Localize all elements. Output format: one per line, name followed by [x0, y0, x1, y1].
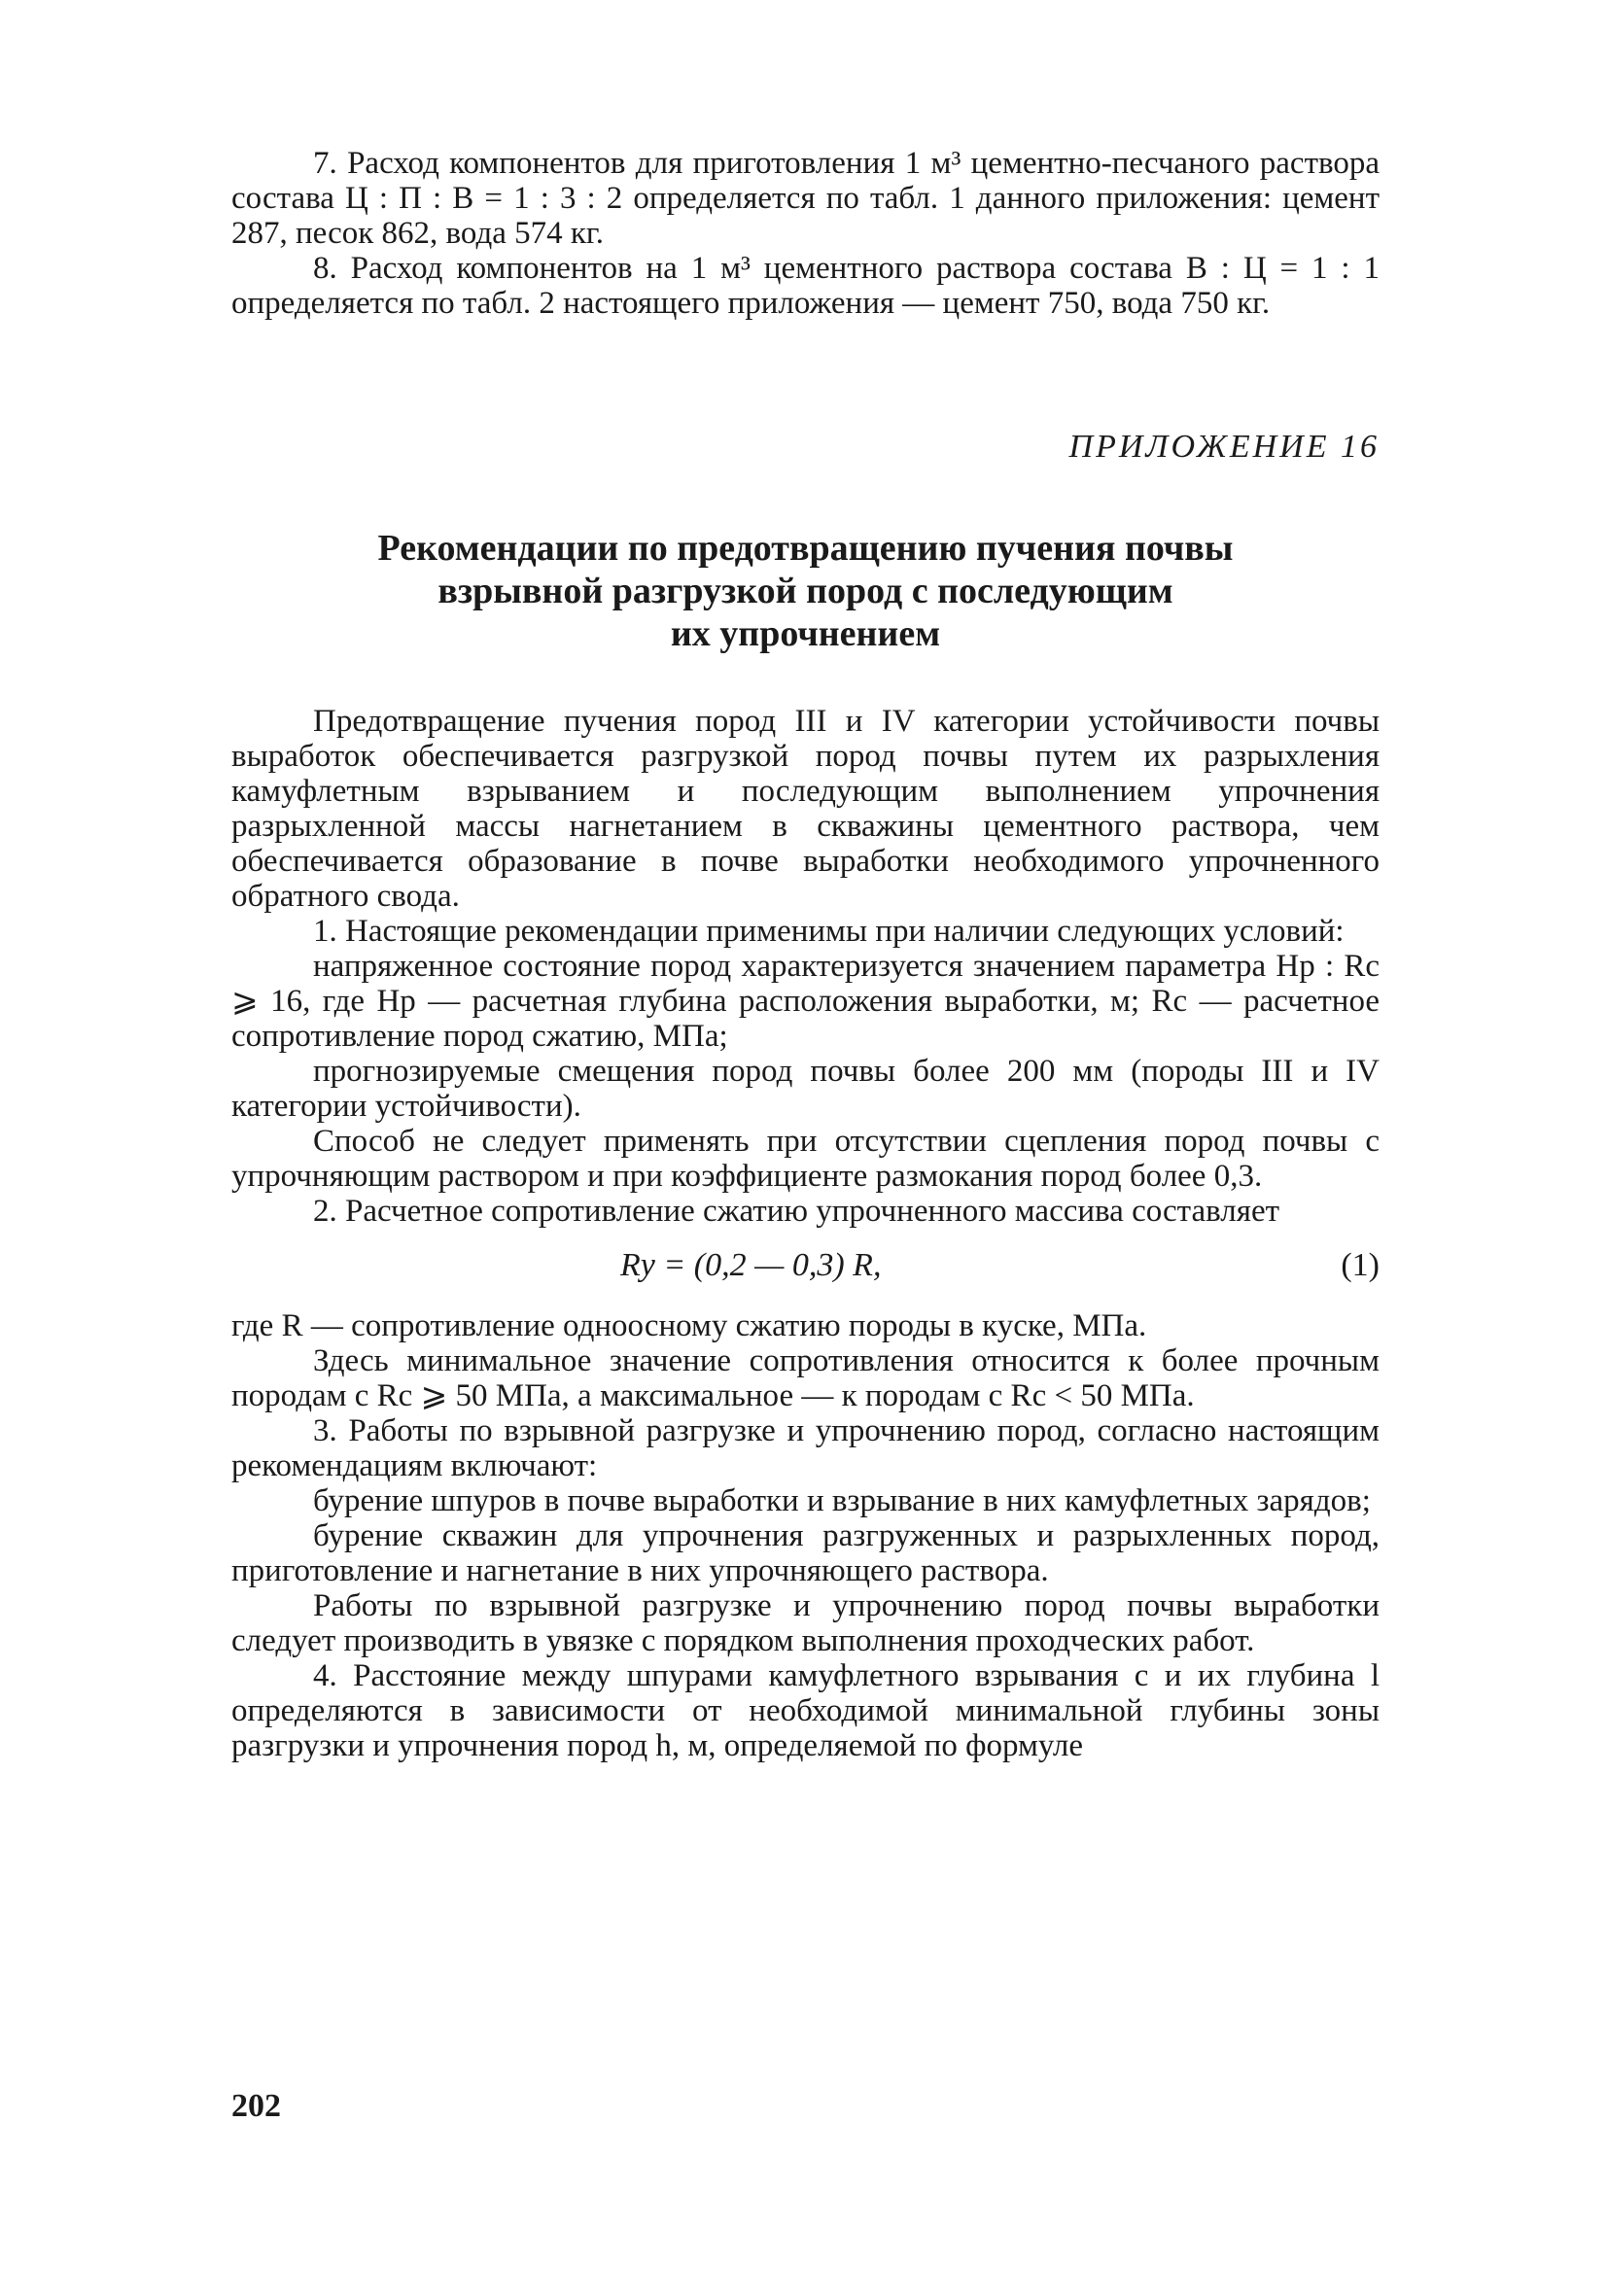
body-paragraph: напряженное состояние пород характеризуется значением параметра Hp : Rc ⩾ 16, где Hp — расчетная глубина расположения выработки, м; Rc — расчетное сопротивление пород сжатию, МПа;: [231, 949, 1380, 1054]
continuation-block: [231, 146, 1380, 321]
equation-number: (1): [1341, 1247, 1380, 1283]
item-8-paragraph: 8. Расход компонентов на 1 м³ цементного раствора состава В : Ц = 1 : 1 определяется по табл. 2 настоящего приложения — цемент 750, вода 750 кг.: [231, 251, 1380, 321]
body-paragraph: 3. Работы по взрывной разгрузке и упрочнению пород, согласно настоящим рекомендациям включают:: [231, 1413, 1380, 1483]
body-paragraph: прогнозируемые смещения пород почвы более 200 мм (породы III и IV категории устойчивости).: [231, 1054, 1380, 1124]
formula-row: [231, 1242, 1380, 1289]
title-line: их упрочнением: [670, 613, 941, 654]
body-paragraph: Здесь минимальное значение сопротивления относится к более прочным породам с Rc ⩾ 50 МПа, а максимальное — к породам с Rc < 50 МПа.: [231, 1343, 1380, 1413]
formula: Rу = (0,2 — 0,3) R,: [620, 1247, 882, 1283]
body-paragraph: 2. Расчетное сопротивление сжатию упрочненного массива составляет: [313, 1194, 1280, 1229]
body-text-b: [231, 1308, 1380, 1763]
body-paragraph: Работы по взрывной разгрузке и упрочнению пород почвы выработки следует производить в увязке с порядком выполнения проходческих работ.: [231, 1588, 1380, 1658]
appendix-heading: ПРИЛОЖЕНИЕ 16: [1068, 429, 1380, 465]
item-7-paragraph: 7. Расход компонентов для приготовления 1 м³ цементно-песчаного раствора состава Ц : П : В = 1 : 3 : 2 определяется по табл. 1 данного приложения: цемент 287, песок 862, вода 574 кг.: [231, 146, 1380, 251]
title-line: Рекомендации по предотвращению пучения почвы: [377, 528, 1234, 569]
section-title: [231, 527, 1380, 655]
body-paragraph: бурение шпуров в почве выработки и взрывание в них камуфлетных зарядов;: [313, 1483, 1371, 1518]
body-paragraph: Способ не следует применять при отсутствии сцепления пород почвы с упрочняющим раствором и при коэффициенте размокания пород более 0,3.: [231, 1124, 1380, 1194]
body-paragraph: где R — сопротивление одноосному сжатию породы в куске, МПа.: [231, 1308, 1147, 1343]
intro-paragraph: Предотвращение пучения пород III и IV категории устойчивости почвы выработок обеспечивается разгрузкой пород почвы путем их разрыхления камуфлетным взрыванием и последующим выполнением упрочнения разрыхленной массы нагнетанием в скважины цементного раствора, чем обеспечивается образование в почве выработки необходимого упрочненного обратного свода.: [231, 704, 1380, 914]
title-line: взрывной разгрузкой пород с последующим: [437, 571, 1173, 611]
body-paragraph: 4. Расстояние между шпурами камуфлетного взрывания c и их глубина l определяются в зависимости от необходимой минимальной глубины зоны разгрузки и упрочнения пород h, м, определяемой по формуле: [231, 1658, 1380, 1763]
body-paragraph: 1. Настоящие рекомендации применимы при наличии следующих условий:: [313, 914, 1345, 949]
body-paragraph: бурение скважин для упрочнения разгруженных и разрыхленных пород, приготовление и нагнетание в них упрочняющего раствора.: [231, 1518, 1380, 1588]
page-number: 202: [231, 2088, 281, 2124]
body-text-a: [231, 704, 1380, 1229]
